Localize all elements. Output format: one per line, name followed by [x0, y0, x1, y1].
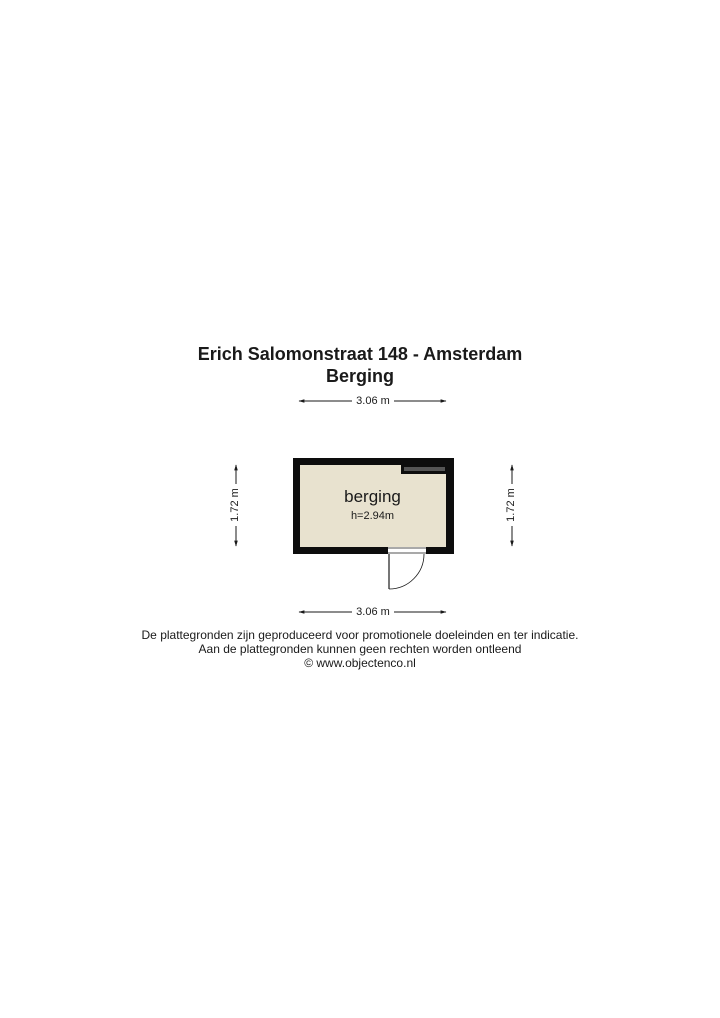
- floor-title: Berging: [325, 366, 394, 386]
- dimension-left-label: 1.72 m: [229, 460, 243, 550]
- dimension-right-label: 1.72 m: [505, 460, 519, 550]
- disclaimer-line-2: Aan de plattegronden kunnen geen rechten worden ontleend: [198, 642, 522, 656]
- dimension-bottom-label: 3.06 m: [300, 606, 446, 618]
- built-in-shelf: [404, 467, 445, 471]
- disclaimer-line-1: De plattegronden zijn geproduceerd voor promotionele doeleinden en ter indicatie.: [141, 628, 579, 642]
- door-swing-arc: [389, 554, 424, 589]
- room-name: berging: [344, 487, 401, 506]
- address-title: Erich Salomonstraat 148 - Amsterdam: [197, 344, 523, 364]
- room-height: h=2.94m: [350, 510, 395, 522]
- copyright-line: © www.objectenco.nl: [304, 656, 416, 670]
- dimension-top-label: 3.06 m: [300, 395, 446, 407]
